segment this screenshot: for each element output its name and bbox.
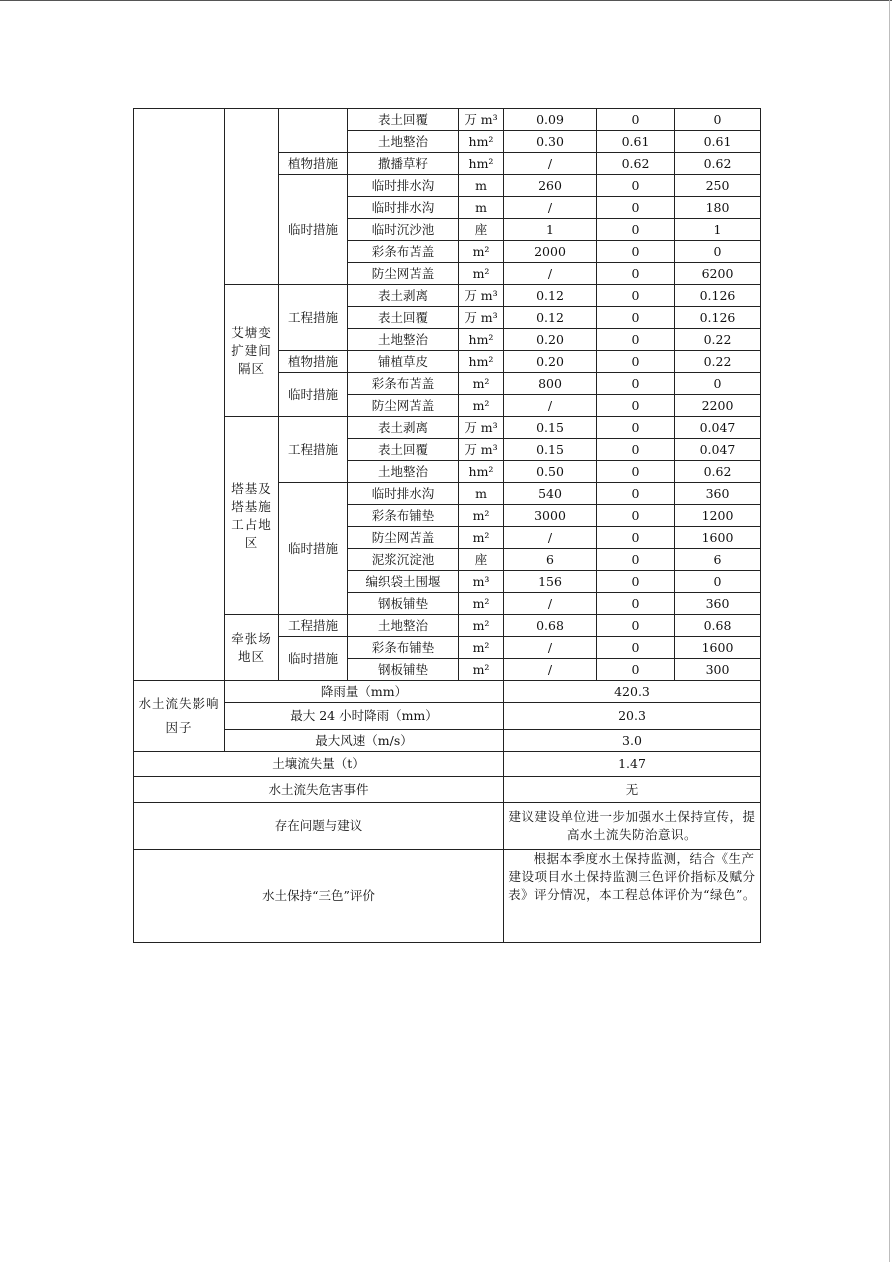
measure-unit: m² — [459, 615, 504, 637]
measure-unit: m — [459, 197, 504, 219]
measure-quarter: 0 — [597, 549, 675, 571]
category-eng: 工程措施 — [279, 417, 348, 483]
zone-blank-cell — [225, 109, 279, 285]
measure-design: / — [504, 593, 597, 615]
measure-design: 0.09 — [504, 109, 597, 131]
measure-unit: m² — [459, 373, 504, 395]
measure-design: 0.20 — [504, 329, 597, 351]
measure-cumulative: 1600 — [675, 637, 761, 659]
category-temp: 临时措施 — [279, 373, 348, 417]
measure-design: 260 — [504, 175, 597, 197]
measure-design: 6 — [504, 549, 597, 571]
measure-quarter: 0 — [597, 263, 675, 285]
measure-unit: hm² — [459, 351, 504, 373]
measure-design: / — [504, 659, 597, 681]
measure-quarter: 0 — [597, 593, 675, 615]
measure-design: 3000 — [504, 505, 597, 527]
measure-quarter: 0 — [597, 483, 675, 505]
measure-cumulative: 0.126 — [675, 307, 761, 329]
measure-design: 156 — [504, 571, 597, 593]
page-right-border — [889, 0, 890, 1262]
measure-item: 土地整治 — [348, 329, 459, 351]
measure-unit: m² — [459, 263, 504, 285]
measure-cumulative: 1200 — [675, 505, 761, 527]
issues-row — [134, 803, 761, 850]
evaluation-label: 水土保持“三色”评价 — [134, 850, 504, 943]
table-row — [134, 615, 761, 637]
measure-cumulative: 0 — [675, 571, 761, 593]
measure-unit: m — [459, 175, 504, 197]
measure-design: 800 — [504, 373, 597, 395]
measure-item: 撒播草籽 — [348, 153, 459, 175]
measure-item: 铺植草皮 — [348, 351, 459, 373]
measure-item: 钢板铺垫 — [348, 659, 459, 681]
measure-item: 彩条布苫盖 — [348, 373, 459, 395]
factor-row — [134, 681, 761, 703]
measure-item: 彩条布铺垫 — [348, 637, 459, 659]
measure-design: / — [504, 637, 597, 659]
category-plant: 植物措施 — [279, 153, 348, 175]
page-top-border — [0, 0, 892, 1]
category-temp: 临时措施 — [279, 637, 348, 681]
measure-design: 0.68 — [504, 615, 597, 637]
measure-design: 0.15 — [504, 439, 597, 461]
category-eng: 工程措施 — [279, 285, 348, 351]
table-row — [134, 417, 761, 439]
soil-loss-row — [134, 752, 761, 777]
category-blank-cell — [279, 109, 348, 153]
measure-quarter: 0 — [597, 329, 675, 351]
zone-aitang: 艾塘变扩建间隔区 — [225, 285, 279, 417]
measure-item: 土地整治 — [348, 615, 459, 637]
measure-cumulative: 6 — [675, 549, 761, 571]
measure-cumulative: 300 — [675, 659, 761, 681]
measure-item: 表土回覆 — [348, 109, 459, 131]
measure-quarter: 0 — [597, 175, 675, 197]
measure-cumulative: 250 — [675, 175, 761, 197]
measure-quarter: 0 — [597, 615, 675, 637]
measure-unit: hm² — [459, 153, 504, 175]
hazard-label: 水土流失危害事件 — [134, 777, 504, 803]
measure-unit: 万 m³ — [459, 439, 504, 461]
measure-item: 泥浆沉淀池 — [348, 549, 459, 571]
measure-item: 防尘网苫盖 — [348, 395, 459, 417]
measure-cumulative: 2200 — [675, 395, 761, 417]
measure-quarter: 0 — [597, 439, 675, 461]
measure-unit: 万 m³ — [459, 307, 504, 329]
measure-cumulative: 1 — [675, 219, 761, 241]
table-row — [134, 285, 761, 307]
measure-quarter: 0 — [597, 659, 675, 681]
max24-value: 20.3 — [504, 703, 761, 730]
table-row — [134, 109, 761, 131]
measure-unit: 座 — [459, 549, 504, 571]
category-plant: 植物措施 — [279, 351, 348, 373]
measure-quarter: 0.61 — [597, 131, 675, 153]
measure-cumulative: 180 — [675, 197, 761, 219]
measure-design: 0.50 — [504, 461, 597, 483]
rain-label: 降雨量（mm） — [225, 681, 504, 703]
evaluation-text: 根据本季度水土保持监测，结合《生产建设项目水土保持监测三色评价指标及赋分表》评分情况，本工程总体评价为“绿色”。 — [504, 850, 761, 943]
hazard-row — [134, 777, 761, 803]
measure-quarter: 0 — [597, 417, 675, 439]
measure-design: 0.15 — [504, 417, 597, 439]
measure-cumulative: 0.22 — [675, 351, 761, 373]
measure-quarter: 0 — [597, 197, 675, 219]
measure-quarter: 0 — [597, 241, 675, 263]
measure-unit: 万 m³ — [459, 285, 504, 307]
measure-design: 0.12 — [504, 307, 597, 329]
hazard-value: 无 — [504, 777, 761, 803]
soil-loss-label: 土壤流失量（t） — [134, 752, 504, 777]
measure-item: 土地整治 — [348, 131, 459, 153]
zone-tower: 塔基及塔基施工占地区 — [225, 417, 279, 615]
measure-design: 0.30 — [504, 131, 597, 153]
wind-label: 最大风速（m/s） — [225, 730, 504, 752]
measure-design: / — [504, 527, 597, 549]
measure-unit: hm² — [459, 329, 504, 351]
measure-design: / — [504, 395, 597, 417]
zone-tension: 牵张场地区 — [225, 615, 279, 681]
measure-cumulative: 0.22 — [675, 329, 761, 351]
measure-item: 临时沉沙池 — [348, 219, 459, 241]
measure-item: 土地整治 — [348, 461, 459, 483]
monitoring-table — [133, 108, 761, 943]
measure-design: 2000 — [504, 241, 597, 263]
measure-item: 临时排水沟 — [348, 197, 459, 219]
measure-item: 防尘网苫盖 — [348, 263, 459, 285]
measure-quarter: 0 — [597, 285, 675, 307]
section-blank-cell — [134, 109, 225, 681]
measure-cumulative: 0.126 — [675, 285, 761, 307]
measure-design: / — [504, 153, 597, 175]
measure-cumulative: 1600 — [675, 527, 761, 549]
category-temp: 临时措施 — [279, 175, 348, 285]
wind-value: 3.0 — [504, 730, 761, 752]
measure-unit: hm² — [459, 131, 504, 153]
measure-design: 0.20 — [504, 351, 597, 373]
measure-unit: 万 m³ — [459, 417, 504, 439]
measure-unit: m² — [459, 505, 504, 527]
measure-design: 1 — [504, 219, 597, 241]
measure-quarter: 0 — [597, 373, 675, 395]
measure-cumulative: 0 — [675, 373, 761, 395]
measure-design: 540 — [504, 483, 597, 505]
measure-cumulative: 0.62 — [675, 153, 761, 175]
measure-unit: hm² — [459, 461, 504, 483]
measure-item: 编织袋土围堰 — [348, 571, 459, 593]
measure-quarter: 0 — [597, 395, 675, 417]
measure-quarter: 0 — [597, 219, 675, 241]
measure-quarter: 0 — [597, 637, 675, 659]
measure-cumulative: 0.61 — [675, 131, 761, 153]
measure-unit: m² — [459, 659, 504, 681]
max24-label: 最大 24 小时降雨（mm） — [225, 703, 504, 730]
measure-item: 表土剥离 — [348, 417, 459, 439]
measure-cumulative: 360 — [675, 593, 761, 615]
factor-row — [134, 703, 761, 730]
measure-cumulative: 0.047 — [675, 439, 761, 461]
measure-quarter: 0 — [597, 109, 675, 131]
measure-unit: 万 m³ — [459, 109, 504, 131]
measure-cumulative: 0.62 — [675, 461, 761, 483]
measure-unit: m³ — [459, 571, 504, 593]
measure-cumulative: 0 — [675, 109, 761, 131]
evaluation-row — [134, 850, 761, 943]
measure-item: 表土回覆 — [348, 439, 459, 461]
measure-design: / — [504, 197, 597, 219]
measure-unit: m² — [459, 395, 504, 417]
measure-unit: m² — [459, 241, 504, 263]
category-temp: 临时措施 — [279, 483, 348, 615]
measure-quarter: 0 — [597, 505, 675, 527]
measure-design: / — [504, 263, 597, 285]
measure-quarter: 0 — [597, 461, 675, 483]
measure-cumulative: 360 — [675, 483, 761, 505]
measure-item: 表土回覆 — [348, 307, 459, 329]
measure-unit: m² — [459, 593, 504, 615]
measure-unit: m — [459, 483, 504, 505]
factor-row — [134, 730, 761, 752]
measure-item: 钢板铺垫 — [348, 593, 459, 615]
measure-item: 防尘网苫盖 — [348, 527, 459, 549]
measure-cumulative: 0 — [675, 241, 761, 263]
measure-unit: 座 — [459, 219, 504, 241]
soil-loss-value: 1.47 — [504, 752, 761, 777]
factors-label: 水土流失影响因子 — [134, 681, 225, 752]
measure-quarter: 0 — [597, 571, 675, 593]
issues-text: 建议建设单位进一步加强水土保持宣传，提高水土流失防治意识。 — [504, 803, 761, 850]
measure-design: 0.12 — [504, 285, 597, 307]
measure-cumulative: 6200 — [675, 263, 761, 285]
issues-label: 存在问题与建议 — [134, 803, 504, 850]
measure-item: 彩条布苫盖 — [348, 241, 459, 263]
category-eng: 工程措施 — [279, 615, 348, 637]
measure-item: 临时排水沟 — [348, 175, 459, 197]
measure-cumulative: 0.047 — [675, 417, 761, 439]
measure-quarter: 0 — [597, 351, 675, 373]
measure-unit: m² — [459, 527, 504, 549]
measure-quarter: 0 — [597, 527, 675, 549]
measure-cumulative: 0.68 — [675, 615, 761, 637]
measure-quarter: 0.62 — [597, 153, 675, 175]
measure-unit: m² — [459, 637, 504, 659]
rain-value: 420.3 — [504, 681, 761, 703]
measure-item: 彩条布铺垫 — [348, 505, 459, 527]
measure-item: 临时排水沟 — [348, 483, 459, 505]
measure-item: 表土剥离 — [348, 285, 459, 307]
measure-quarter: 0 — [597, 307, 675, 329]
